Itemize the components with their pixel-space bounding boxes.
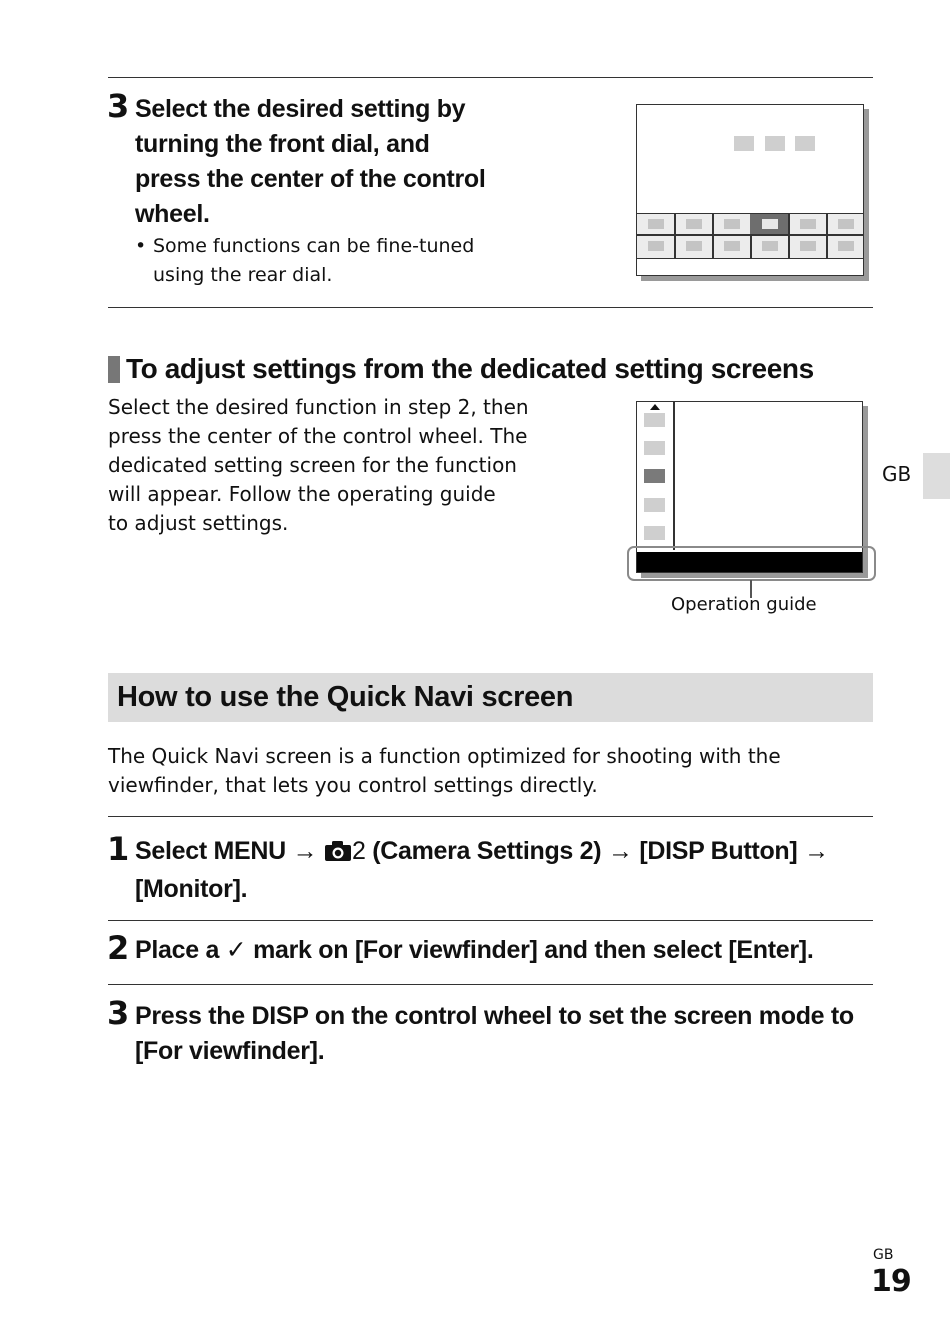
step-note bbox=[135, 232, 475, 290]
paragraph-line: dedicated setting screen for the function bbox=[108, 453, 517, 477]
option-item bbox=[644, 498, 665, 512]
step-text: Press the DISP on the control wheel to set the screen mode to bbox=[135, 1002, 854, 1030]
note-line: using the rear dial. bbox=[153, 264, 333, 286]
step-text: [DISP Button] bbox=[639, 837, 798, 865]
option-item bbox=[644, 526, 665, 540]
step-text: [For viewfinder]. bbox=[135, 1037, 325, 1065]
paragraph-line: press the center of the control wheel. The bbox=[108, 424, 528, 448]
intro-paragraph bbox=[108, 742, 781, 800]
section-marker bbox=[108, 356, 120, 383]
paragraph-line: to adjust settings. bbox=[108, 511, 289, 535]
arrow-icon: → bbox=[607, 837, 633, 865]
camera-menu-number: 2 bbox=[351, 837, 366, 865]
step-instruction bbox=[135, 92, 486, 232]
step-number: 2 bbox=[107, 929, 129, 967]
step-instruction bbox=[135, 999, 854, 1069]
check-mark-icon: ✓ bbox=[225, 936, 247, 964]
screen-indicator bbox=[734, 136, 754, 151]
note-line: Some functions can be fine-tuned bbox=[153, 235, 475, 257]
scroll-up-icon bbox=[650, 404, 660, 411]
footer-region: GB bbox=[873, 1247, 894, 1263]
step-number: 3 bbox=[107, 994, 129, 1032]
divider-top bbox=[108, 77, 873, 78]
step-instruction bbox=[135, 834, 829, 907]
region-tab-label: GB bbox=[882, 462, 912, 486]
section-header-title: How to use the Quick Navi screen bbox=[117, 681, 574, 713]
camera-icon bbox=[324, 837, 352, 872]
guide-highlight bbox=[627, 546, 876, 581]
bullet-icon: • bbox=[135, 235, 147, 257]
divider bbox=[108, 984, 873, 985]
function-grid bbox=[637, 213, 863, 259]
paragraph-line: Select the desired function in step 2, then bbox=[108, 395, 529, 419]
section-heading: To adjust settings from the dedicated setting screens bbox=[126, 353, 814, 384]
paragraph-line: viewfinder, that lets you control settings directly. bbox=[108, 773, 598, 797]
step-number: 3 bbox=[107, 87, 129, 125]
camera-screen-illustration bbox=[636, 104, 864, 276]
step-line: Select the desired setting by bbox=[135, 95, 466, 123]
option-item-selected bbox=[644, 469, 665, 483]
arrow-icon: → bbox=[804, 837, 829, 865]
paragraph-line: The Quick Navi screen is a function optimized for shooting with the bbox=[108, 744, 781, 768]
paragraph-line: will appear. Follow the operating guide bbox=[108, 482, 496, 506]
illustration-caption: Operation guide bbox=[671, 594, 817, 615]
step-line: turning the front dial, and bbox=[135, 130, 430, 158]
step-instruction bbox=[135, 933, 813, 968]
divider bbox=[108, 816, 873, 817]
step-text: Select MENU bbox=[135, 837, 286, 865]
option-item bbox=[644, 441, 665, 455]
step-text: Place a bbox=[135, 936, 220, 964]
screen-indicator bbox=[795, 136, 815, 151]
arrow-icon: → bbox=[292, 837, 318, 865]
step-text: mark on [For viewfinder] and then select [Enter]. bbox=[253, 936, 814, 964]
screen-indicator bbox=[765, 136, 785, 151]
section-paragraph bbox=[108, 393, 529, 538]
step-line: press the center of the control bbox=[135, 165, 486, 193]
step-number: 1 bbox=[107, 830, 129, 868]
step-line: wheel. bbox=[135, 200, 210, 228]
page-number: 19 bbox=[871, 1264, 911, 1299]
step-text: (Camera Settings 2) bbox=[372, 837, 602, 865]
divider bbox=[108, 920, 873, 921]
region-tab bbox=[923, 453, 950, 499]
option-item bbox=[644, 413, 665, 427]
divider bbox=[108, 307, 873, 308]
step-text: [Monitor]. bbox=[135, 875, 248, 903]
